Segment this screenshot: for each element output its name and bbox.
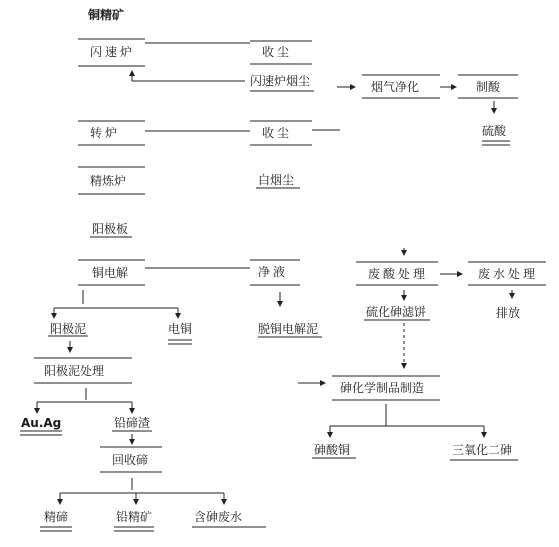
anode-slime-treatment-label: 阳极泥处理 — [44, 364, 105, 378]
copper-concentrate-label: 铜精矿 — [88, 8, 125, 22]
flash-flue-dust-label: 闪速炉烟尘 — [250, 74, 311, 88]
anode-plate-label: 阳极板 — [92, 222, 129, 236]
flash-furnace-label: 闪速炉 — [90, 45, 136, 59]
arsenic-sulfide-filter-cake-label: 硫化砷滤饼 — [366, 305, 427, 319]
dust-collection-1-label: 收尘 — [262, 45, 293, 59]
refining-furnace-label: 精炼炉 — [90, 174, 127, 188]
white-flue-dust-label: 白烟尘 — [258, 173, 295, 187]
anode-slime-label: 阳极泥 — [50, 322, 87, 336]
discharge-label: 排放 — [496, 306, 521, 320]
lead-concentrate-label: 铅精矿 — [116, 510, 153, 524]
arsenic-trioxide-label: 三氧化二砷 — [452, 443, 513, 457]
au-ag-label: Au.Ag — [21, 416, 62, 430]
dust-collection-2-label: 收尘 — [262, 126, 293, 140]
copper-arsenate-label: 砷酸铜 — [314, 443, 351, 457]
refined-tellurium-label: 精碲 — [44, 510, 69, 524]
wastewater-treatment-label: 废水处理 — [478, 267, 539, 281]
cathode-copper-label: 电铜 — [168, 322, 193, 336]
waste-acid-treatment-label: 废酸处理 — [368, 267, 429, 281]
tellurium-recovery-label: 回收碲 — [112, 453, 149, 467]
converter-label: 转炉 — [90, 126, 121, 140]
flue-gas-cleaning-label: 烟气净化 — [371, 80, 420, 94]
copper-electrolysis-label: 铜电解 — [92, 266, 129, 280]
acid-making-label: 制酸 — [476, 80, 501, 94]
decopperized-slime-label: 脱铜电解泥 — [258, 322, 319, 336]
arsenic-chemicals-label: 砷化学制品制造 — [340, 381, 425, 395]
sulfuric-acid-label: 硫酸 — [482, 124, 507, 138]
lead-telluride-residue-label: 铅碲渣 — [114, 416, 151, 430]
liquor-purification-label: 净液 — [258, 265, 289, 279]
arsenic-wastewater-label: 含砷废水 — [194, 510, 243, 524]
